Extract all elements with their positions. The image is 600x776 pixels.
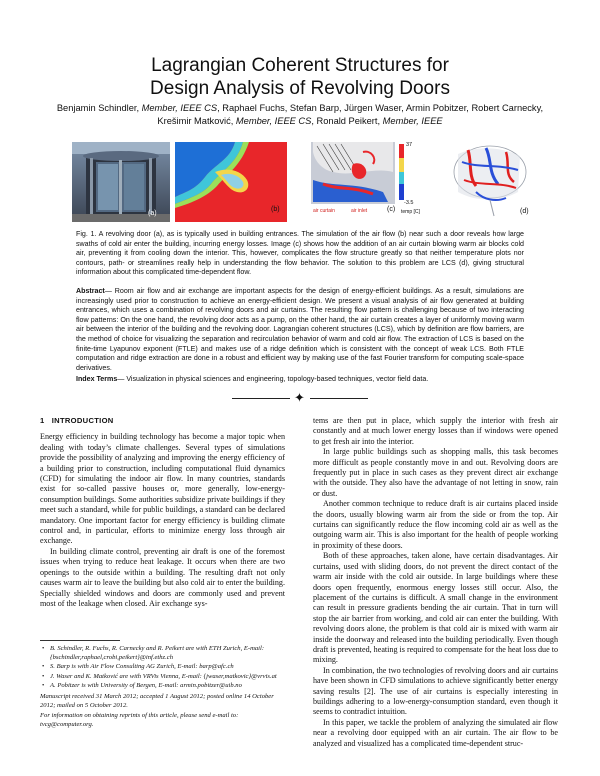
footnote-item: • B. Schindler, R. Fuchs, R. Carnecky and R. Peikert are with ETH Zurich, E-mail: {bschindler,raphael,crobi,peikert}@inf.ethz.ch (50, 645, 290, 662)
separator-right (310, 398, 368, 399)
separator-left (232, 398, 290, 399)
footnote-item: • A. Pobitzer is with University of Bergen, E-mail: armin.pobitzer@uib.no (50, 682, 290, 691)
figure-panel-b (175, 142, 287, 222)
figure-panel-a (72, 142, 170, 222)
index-terms-label: Index Terms (76, 375, 118, 383)
section-heading (40, 416, 285, 426)
figure-caption: Fig. 1. A revolving door (a), as is typically used in building entrances. The simulation of the air flow (b) near such a door reveals how large swaths of cold air enter the building, incurring energy losses. Image (c) shows how the addition of an air curtain blowing warm air blocks cold air, preventing it from cooling down the interior. This, however, complicates the flow structure greatly so that neither temperature plots nor contours, path- or streamlines really help in understanding the flow behavior. The solution to this problem are LCS (d), giving structural information about this complicated time-dependent flow. (76, 230, 524, 277)
author-affil: Member, IEEE CS (141, 103, 218, 113)
author-text: , Ronald Peikert, (311, 116, 383, 126)
figure-label-b: (b) (271, 206, 280, 213)
paragraph: Energy efficiency in building technology has become a major topic when dealing with today’s climate challenges. Several types of simulations provide the possibility of analyzing and improving the energy efficiency of a building prior to construction, including computational fluid dynamics (CFD) for simulating the indoor air flow. In many countries, standards exist for so-called passive houses or, more generally, low-energy-consumption buildings. Some authorities subsidize private buildings if they meet such a standard, while for public buildings, a standard can be declared mandatory. One important factor for energy efficiency is building climate control and, in particular, efforts to minimize energy loss through air exchange. (40, 432, 285, 546)
figure-label-d: (d) (520, 208, 529, 215)
index-terms-text: — Visualization in physical sciences and engineering, topology-based techniques, vector field data. (117, 375, 429, 383)
author-text: Krešimir Matković, (157, 116, 236, 126)
paragraph: tems are then put in place, which supply the interior with fresh air constantly and at much lower energy losses than if windows were opened to get fresh air into the interior. (313, 416, 558, 446)
author-text: , Raphael Fuchs, Stefan Barp, Jürgen Waser, Armin Pobitzer, Robert Carnecky, (217, 103, 544, 113)
abstract-label: Abstract (76, 287, 105, 295)
paragraph: Another common technique to reduce draft is air curtains placed inside the doors, usually blowing warm air from the side or from the top. Air curtains can significantly reduce the flow incoming cold air as well as the outgoing warm air. This is also important for the health of people working in proximity of these doors. (313, 499, 558, 550)
author-text: Benjamin Schindler, (56, 103, 142, 113)
reprints-note: For information on obtaining reprints of this article, please send e-mail to: tvcg@computer.org. (40, 712, 239, 728)
figure-panel-d (428, 142, 538, 222)
left-column (40, 416, 285, 609)
figure-label-c: (c) (387, 206, 396, 213)
section-title: INTRODUCTION (51, 416, 114, 425)
title-line-1: Lagrangian Coherent Structures for (151, 55, 449, 76)
annotation-air-curtain: air curtain (313, 208, 335, 214)
colorbar-min: -3.5 (404, 200, 414, 206)
right-column (313, 416, 558, 749)
paragraph: In combination, the two technologies of revolving doors and air curtains have been shown in CFD simulations to achieve significantly better energy saving results [2]. The use of air curtains is especially interesting in buildings adhering to a low-energy-consumption standard, even though it seems to contradict intuition. (313, 665, 558, 717)
colorbar-max: 37 (406, 142, 413, 148)
paper-title (0, 54, 600, 100)
author-affil: Member, IEEE CS (235, 116, 312, 126)
footnote-rule (40, 640, 120, 641)
abstract-text: — Room air flow and air exchange are important aspects for the design of energy-efficient buildings. As a result, simulations are increasingly used prior to construction to achieve an energy-efficient design. We present a visual analysis of air flow generated at building entrances, which uses a combination of revolving doors and air curtains. The resulting flow pattern is challenging because of two interacting flow patterns: On the one hand, the revolving door acts as a pump, on the other hand, the air curtain creates a layer of uniformly moving warm air between the interior of the building and the revolving door. Lagrangian coherent structures (LCS), which by definition are flow barriers, are the method of choice for visualizing the separation and recirculation behavior of warm and cold air flow. The extraction of LCS is based on the finite-time Lyapunov exponent (FTLE) and makes use of a ridge definition which is consistent with the concept of weak LCS. Both FTLE computation and ridge extraction are done in a robust and efficient way by making use of the fast Fourier transform for computing scale-space derivatives. (76, 287, 524, 372)
author-list (40, 102, 560, 128)
footnote-item: • J. Waser and K. Matković are with VRVis Vienna, E-mail: {jwaser,matkovic}@vrvis.at (50, 673, 290, 682)
title-line-2: Design Analysis of Revolving Doors (150, 78, 450, 99)
section-number: 1 (40, 416, 45, 425)
figure-panel-c (293, 142, 423, 222)
paragraph: In this paper, we tackle the problem of analyzing the simulated air flow near a revolving door equipped with an air curtain. The air flow to be analyzed and visualized has a complicated time-dependent struc- (313, 717, 558, 748)
separator-mark: ✦ (294, 391, 305, 406)
abstract (76, 287, 524, 373)
index-terms (76, 375, 524, 385)
footnote-item: • S. Barp is with Air Flow Consulting AG Zurich, E-mail: barp@afc.ch (50, 663, 290, 672)
footnotes (40, 645, 290, 729)
author-affil: Member, IEEE (382, 116, 443, 126)
paragraph: In building climate control, preventing air draft is one of the foremost issues when trying to reduce heat leakage. It occurs when there are two openings to the outside within a building. The resulting draft not only causes warm air to leave the building but also cold air to enter the building. Specially shielded windows and doors are commonly used and prevent most of the leakage when closed. Air exchange sys- (40, 546, 285, 608)
paragraph: Both of these approaches, taken alone, have certain disadvantages. Air curtains, used with sliding doors, do not prevent the direct contact of the warm air inside with the cold air outside. In large buildings where these doors open frequently, enormous energy losses still occur. Also, the placement of the curtains is difficult. A small change in the environment can result in pressure gradients bending the air curtain. That in turn will stop the air barrier from working, and cold air can enter the building. With revolving doors alone, the problem is that cold air is mixed with warm air inside the doorway and released into the building periodically. Even though draft is prevented, heating is required to compensate for the heat loss due to mixing. (313, 551, 558, 665)
paragraph: In large public buildings such as shopping malls, this task becomes more difficult as people constantly move in and out. Revolving doors are frequently put in place in such cases as they prevent direct air exchange with the outside. They also have the advantage of not letting in snow, rain or dust. (313, 447, 558, 498)
figure-label-a: (a) (148, 210, 157, 217)
colorbar-unit: temp [C] (401, 209, 420, 215)
manuscript-note: Manuscript received 31 March 2012; accepted 1 August 2012; posted online 14 October 2012; mailed on 5 October 2012. (40, 692, 274, 709)
annotation-air-inlet: air inlet (351, 208, 368, 214)
